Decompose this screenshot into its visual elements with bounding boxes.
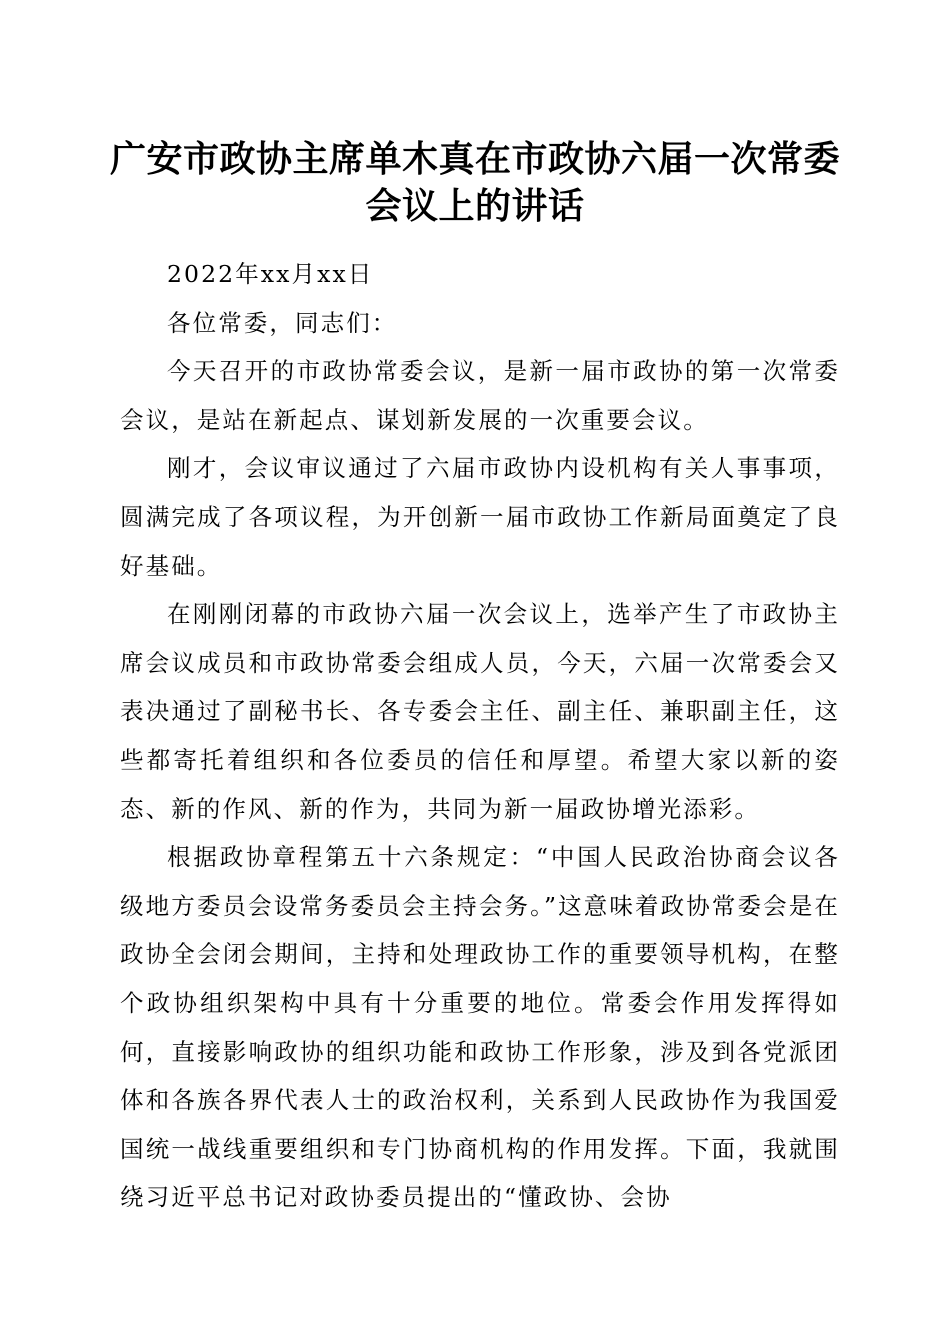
- paragraph-charter: 根据政协章程第五十六条规定：“中国人民政治协商会议各级地方委员会设常务委员会主持会务。”这意味着政协常委会是在政协全会闭会期间，主持和处理政协工作的重要领导机构，在整个政协组织架构中具有十分重要的地位。常委会作用发挥得如何，直接影响政协的组织功能和政协工作形象，涉及到各党派团体和各族各界代表人士的政治权利，关系到人民政协作为我国爱国统一战线重要组织和专门协商机构的作用发挥。下面，我就围绕习近平总书记对政协委员提出的“懂政协、会协: [120, 843, 840, 1212]
- document-title: [100, 136, 850, 230]
- paragraph-agenda: 刚才，会议审议通过了六届市政协内设机构有关人事事项，圆满完成了各项议程，为开创新一届市政协工作新局面奠定了良好基础。: [120, 454, 840, 580]
- paragraph-election: 在刚刚闭幕的市政协六届一次会议上，选举产生了市政协主席会议成员和市政协常委会组成人员，今天，六届一次常委会又表决通过了副秘书长、各专委会主任、副主任、兼职副主任，这些都寄托着组织和各位委员的信任和厚望。希望大家以新的姿态、新的作风、新的作为，共同为新一届政协增光添彩。: [120, 600, 840, 823]
- document-body: [120, 250, 840, 1222]
- paragraph-opening: 今天召开的市政协常委会议，是新一届市政协的第一次常委会议，是站在新起点、谋划新发展的一次重要会议。: [120, 357, 840, 434]
- salutation: 各位常委，同志们：: [167, 308, 398, 337]
- document-date: 2022年xx月xx日: [167, 260, 374, 288]
- title-line-2: 会议上的讲话: [365, 185, 585, 227]
- title-line-1: 广安市政协主席单木真在市政协六届一次常委: [109, 138, 840, 180]
